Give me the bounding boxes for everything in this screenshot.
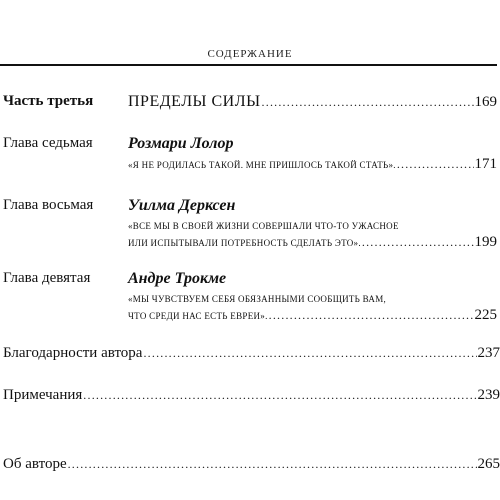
chapter-label: Глава восьмая [3, 197, 94, 213]
chapter-quote-line: ИЛИ ИСПЫТЫВАЛИ ПОТРЕБНОСТЬ СДЕЛАТЬ ЭТО». [128, 238, 361, 248]
dot-leader [269, 308, 474, 323]
page-number: 199 [474, 234, 497, 250]
part-title: ПРЕДЕЛЫ СИЛЫ [128, 93, 261, 110]
chapter-quote-line: «ВСЕ МЫ В СВОЕЙ ЖИЗНИ СОВЕРШАЛИ ЧТО-ТО УЖАСНОЕ [128, 221, 399, 231]
chapter-author: Андре Трокме [128, 270, 227, 287]
dot-leader [143, 346, 476, 361]
chapter-quote-line: «МЫ ЧУВСТВУЕМ СЕБЯ ОБЯЗАННЫМИ СООБЩИТЬ ВАМ, [128, 294, 387, 304]
chapter-author: Уилма Дерксен [128, 197, 236, 214]
running-head: СОДЕРЖАНИЕ [207, 48, 293, 60]
dot-leader [262, 95, 474, 110]
chapter-quote-line: ЧТО СРЕДИ НАС ЕСТЬ ЕВРЕИ». [128, 311, 268, 321]
chapter-label: Глава седьмая [3, 135, 93, 151]
dot-leader [397, 157, 474, 172]
page-number: 239 [477, 387, 500, 403]
toc-backmatter-entry[interactable] [3, 387, 500, 404]
page-number: 171 [474, 156, 497, 172]
page-number: 265 [477, 456, 500, 472]
dot-leader [83, 388, 476, 403]
page-number: 237 [477, 345, 500, 361]
page-number: 169 [474, 94, 497, 110]
part-label: Часть третья [3, 93, 94, 109]
chapter-quote: «Я НЕ РОДИЛАСЬ ТАКОЙ. МНЕ ПРИШЛОСЬ ТАКОЙ СТАТЬ». [128, 160, 396, 170]
entry-label: Примечания [3, 387, 83, 403]
entry-label: Об авторе [3, 456, 67, 472]
toc-backmatter-entry[interactable] [3, 345, 500, 362]
chapter-label: Глава девятая [3, 270, 91, 286]
entry-label: Благодарности автора [3, 345, 143, 361]
header-rule [0, 64, 497, 66]
toc-backmatter-entry[interactable] [3, 456, 500, 473]
chapter-author: Розмари Лолор [128, 135, 234, 152]
dot-leader [362, 235, 474, 250]
dot-leader [68, 457, 477, 472]
page-number: 225 [474, 307, 497, 323]
